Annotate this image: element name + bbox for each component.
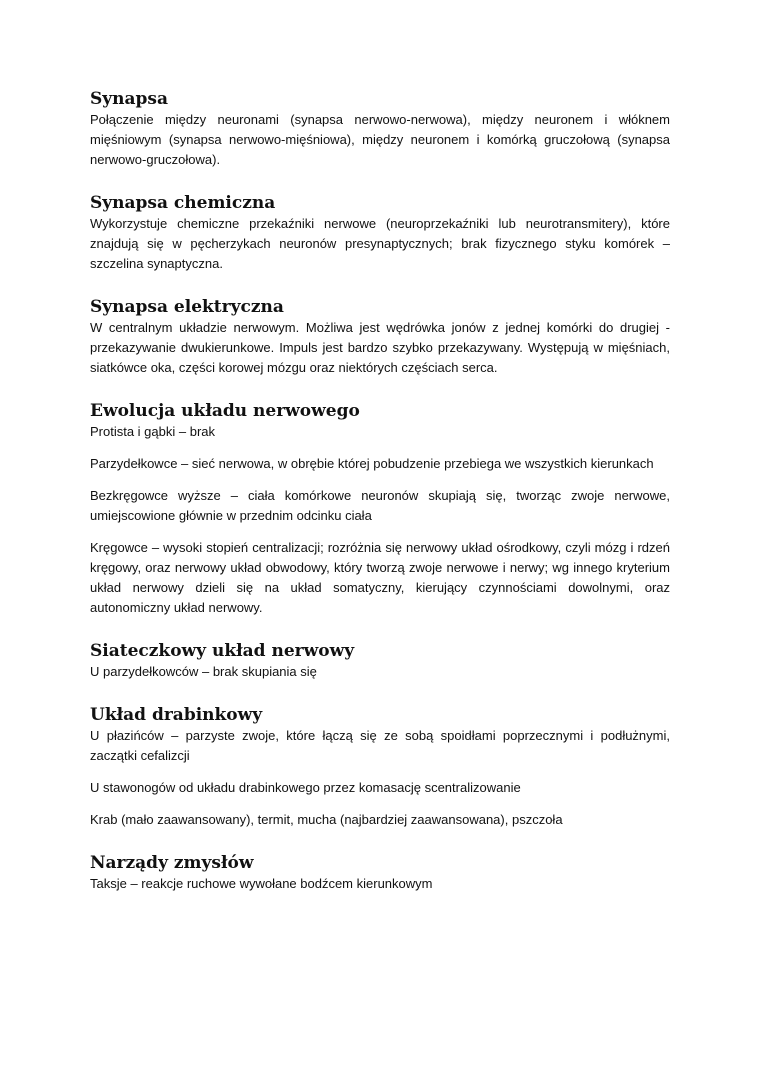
section-drabinkowy <box>90 704 670 830</box>
section-heading: Układ drabinkowy <box>90 705 263 725</box>
section-heading: Synapsa chemiczna <box>90 193 276 213</box>
section-synapsa <box>90 88 670 170</box>
paragraph: Bezkręgowce wyższe – ciała komórkowe neuronów skupiają się, tworząc zwoje nerwowe, umiejscowione głównie w przednim odcinku ciała <box>90 488 670 523</box>
paragraph: Parzydełkowce – sieć nerwowa, w obrębie której pobudzenie przebiega we wszystkich kierunkach <box>90 456 654 471</box>
paragraph: U stawonogów od układu drabinkowego przez komasację scentralizowanie <box>90 780 521 795</box>
section-synapsa-chemiczna <box>90 192 670 274</box>
paragraph: W centralnym układzie nerwowym. Możliwa jest wędrówka jonów z jednej komórki do drugiej - przekazywanie dwukierunkowe. Impuls jest bardzo szybko przekazywany. Występują w mięśniach, siatkówce oka, części korowej mózgu oraz niektórych częściach serca. <box>90 320 670 375</box>
section-heading: Synapsa elektryczna <box>90 297 284 317</box>
paragraph: Protista i gąbki – brak <box>90 424 216 439</box>
paragraph: U parzydełkowców – brak skupiania się <box>90 664 317 679</box>
paragraph: Połączenie między neuronami (synapsa nerwowo-nerwowa), między neuronem i włóknem mięśniowym (synapsa nerwowo-mięśniowa), między neuronem i komórką gruczołową (synapsa nerwowo-gruczołowa). <box>90 112 670 167</box>
section-ewolucja <box>90 400 670 618</box>
paragraph: Kręgowce – wysoki stopień centralizacji; rozróżnia się nerwowy układ ośrodkowy, czyli mózg i rdzeń kręgowy, oraz nerwowy układ obwodowy, który tworzą zwoje nerwowe i nerwy; wg innego kryterium układ nerwowy dzieli się na układ somatyczny, kierujący czynnościami dowolnymi, oraz autonomiczny układ nerwowy. <box>90 540 670 615</box>
section-siateczkowy <box>90 640 670 682</box>
section-heading: Narządy zmysłów <box>90 853 254 873</box>
paragraph: U płazińców – parzyste zwoje, które łączą się ze sobą spoidłami poprzecznymi i podłużnymi, zaczątki cefalizcji <box>90 728 670 763</box>
paragraph: Taksje – reakcje ruchowe wywołane bodźcem kierunkowym <box>90 876 433 891</box>
section-synapsa-elektryczna <box>90 296 670 378</box>
document-page <box>90 88 670 916</box>
section-heading: Ewolucja układu nerwowego <box>90 401 360 421</box>
paragraph: Wykorzystuje chemiczne przekaźniki nerwowe (neuroprzekaźniki lub neurotransmitery), które znajdują się w pęcherzykach neuronów presynaptycznych; brak fizycznego styku komórek – szczelina synaptyczna. <box>90 216 670 271</box>
section-heading: Synapsa <box>90 89 169 109</box>
section-heading: Siateczkowy układ nerwowy <box>90 641 355 661</box>
paragraph: Krab (mało zaawansowany), termit, mucha (najbardziej zaawansowana), pszczoła <box>90 812 563 827</box>
section-narzady-zmyslow <box>90 852 670 894</box>
